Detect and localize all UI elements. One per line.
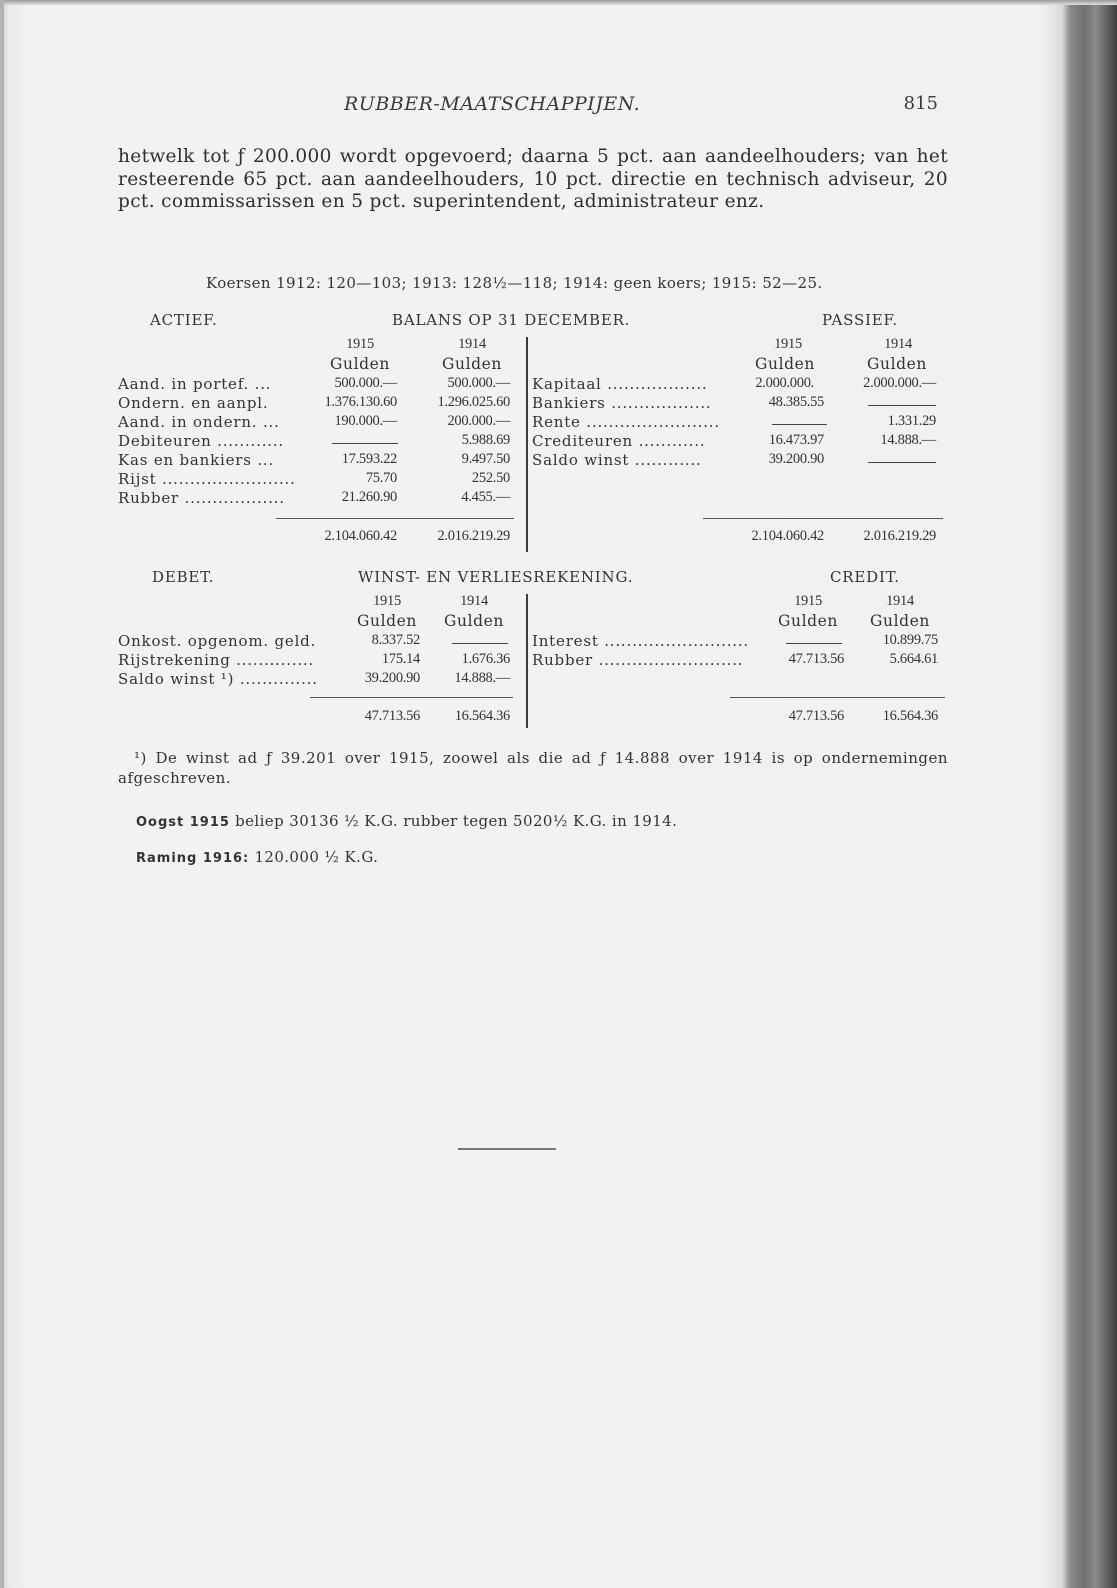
total-1914: 16.564.36 — [882, 708, 938, 724]
row-label: Bankiers .................. — [532, 394, 712, 412]
balance-divider — [526, 337, 528, 552]
value-1915: 39.200.90 — [364, 670, 420, 686]
passief-year-1914: 1914 — [884, 336, 912, 352]
passief-heading: PASSIEF. — [822, 311, 898, 329]
value-1915: 8.337.52 — [371, 632, 420, 648]
debet-year-1915: 1915 — [373, 593, 401, 609]
debet-currency-1914: Gulden — [444, 612, 504, 630]
row-label: Rubber .......................... — [532, 651, 744, 669]
value-1915: 2.000.000. — [755, 375, 814, 391]
total-1915: 2.104.060.42 — [751, 528, 824, 544]
empty-value-dash — [868, 462, 936, 463]
row-label: Rijstrekening .............. — [118, 651, 315, 669]
page-number: 815 — [903, 93, 938, 114]
passief-currency-1915: Gulden — [755, 355, 815, 373]
harvest-text: beliep 30136 ½ K.G. rubber tegen 5020½ K.G. in 1914. — [235, 812, 678, 830]
total-1915: 2.104.060.42 — [324, 528, 397, 544]
value-1915: 75.70 — [365, 470, 397, 486]
profit-loss-divider — [526, 594, 528, 728]
value-1914: 5.664.61 — [889, 651, 938, 667]
harvest-line — [136, 812, 677, 830]
debet-currency-1915: Gulden — [357, 612, 417, 630]
actief-currency-1914: Gulden — [442, 355, 502, 373]
empty-value-dash — [452, 643, 508, 644]
profit-loss-title: WINST- EN VERLIESREKENING. — [358, 568, 634, 586]
value-1915: 1.376.130.60 — [324, 394, 397, 410]
total-1914: 2.016.219.29 — [863, 528, 936, 544]
value-1915: 39.200.90 — [768, 451, 824, 467]
value-1914: 200.000.— — [447, 413, 510, 429]
share-prices-line: Koersen 1912: 120—103; 1913: 128½—118; 1914: geen koers; 1915: 52—25. — [206, 274, 823, 292]
estimate-label: Raming 1916: — [136, 851, 250, 866]
empty-value-dash — [868, 405, 936, 406]
value-1914: 10.899.75 — [882, 632, 938, 648]
value-1915: 47.713.56 — [788, 651, 844, 667]
row-label: Saldo winst ............ — [532, 451, 702, 469]
value-1915: 17.593.22 — [341, 451, 397, 467]
row-label: Rente ........................ — [532, 413, 720, 431]
value-1914: 252.50 — [471, 470, 510, 486]
value-1914: 1.296.025.60 — [437, 394, 510, 410]
passief-year-1915: 1915 — [774, 336, 802, 352]
actief-year-1915: 1915 — [346, 336, 374, 352]
page-left-edge — [0, 0, 4, 1588]
row-label: Aand. in ondern. ... — [118, 413, 280, 431]
debet-year-1914: 1914 — [460, 593, 488, 609]
value-1915: 500.000.— — [334, 375, 397, 391]
value-1914: 500.000.— — [447, 375, 510, 391]
credit-year-1914: 1914 — [886, 593, 914, 609]
row-label: Debiteuren ............ — [118, 432, 284, 450]
value-1915: 48.385.55 — [768, 394, 824, 410]
row-label: Rubber .................. — [118, 489, 285, 507]
total-1915: 47.713.56 — [364, 708, 420, 724]
row-label: Kas en bankiers ... — [118, 451, 275, 469]
row-label: Interest .......................... — [532, 632, 750, 650]
value-1914: 14.888.— — [454, 670, 510, 686]
value-1915: 190.000.— — [334, 413, 397, 429]
intro-text: hetwelk tot ƒ 200.000 wordt opgevoerd; daarna 5 pct. aan aandeelhouders; van het resteerende 65 pct. aan aandeelhouders, 10 pct. directie en technisch adviseur, 20 pct. commissarissen en 5 pct. superintendent, administrateur enz. — [118, 146, 948, 212]
passief-currency-1914: Gulden — [867, 355, 927, 373]
page-top-edge — [0, 0, 1117, 5]
actief-year-1914: 1914 — [458, 336, 486, 352]
footnote-text: De winst ad ƒ 39.201 over 1915, zoowel als die ad ƒ 14.888 over 1914 is op ondernemingen afgeschreven. — [118, 749, 948, 787]
total-1914: 16.564.36 — [454, 708, 510, 724]
row-label: Onkost. opgenom. geld. — [118, 632, 317, 650]
row-label: Saldo winst ¹) .............. — [118, 670, 318, 688]
credit-heading: CREDIT. — [830, 568, 900, 586]
row-label: Crediteuren ............ — [532, 432, 706, 450]
end-rule — [458, 1148, 556, 1150]
value-1914: 9.497.50 — [461, 451, 510, 467]
value-1914: 14.888.— — [880, 432, 936, 448]
value-1915: 16.473.97 — [768, 432, 824, 448]
credit-total-rule — [730, 697, 945, 698]
value-1914: 1.676.36 — [461, 651, 510, 667]
value-1914: 4.455.— — [461, 489, 510, 505]
estimate-line — [136, 848, 378, 866]
intro-paragraph — [118, 146, 948, 214]
running-title: RUBBER-MAATSCHAPPIJEN. — [344, 93, 641, 115]
value-1914: 1.331.29 — [887, 413, 936, 429]
row-label: Ondern. en aanpl. — [118, 394, 269, 412]
total-1914: 2.016.219.29 — [437, 528, 510, 544]
row-label: Kapitaal .................. — [532, 375, 708, 393]
empty-value-dash — [786, 643, 842, 644]
total-1915: 47.713.56 — [788, 708, 844, 724]
passief-total-rule — [703, 518, 943, 519]
footnote — [118, 748, 948, 788]
actief-currency-1915: Gulden — [330, 355, 390, 373]
actief-total-rule — [276, 518, 514, 519]
row-label: Rijst ........................ — [118, 470, 296, 488]
credit-currency-1915: Gulden — [778, 612, 838, 630]
credit-year-1915: 1915 — [794, 593, 822, 609]
actief-heading: ACTIEF. — [150, 311, 218, 329]
row-label: Aand. in portef. ... — [118, 375, 272, 393]
value-1915: 21.260.90 — [341, 489, 397, 505]
harvest-label: Oogst 1915 — [136, 815, 230, 830]
balance-title: BALANS OP 31 DECEMBER. — [392, 311, 631, 329]
value-1914: 2.000.000.— — [863, 375, 936, 391]
credit-currency-1914: Gulden — [870, 612, 930, 630]
empty-value-dash — [332, 443, 398, 444]
footnote-marker: ¹) — [134, 749, 147, 767]
debet-total-rule — [310, 697, 513, 698]
estimate-text: 120.000 ½ K.G. — [254, 848, 379, 866]
value-1914: 5.988.69 — [461, 432, 510, 448]
running-head — [118, 93, 938, 119]
debet-heading: DEBET. — [152, 568, 215, 586]
empty-value-dash — [772, 424, 827, 425]
value-1915: 175.14 — [381, 651, 420, 667]
